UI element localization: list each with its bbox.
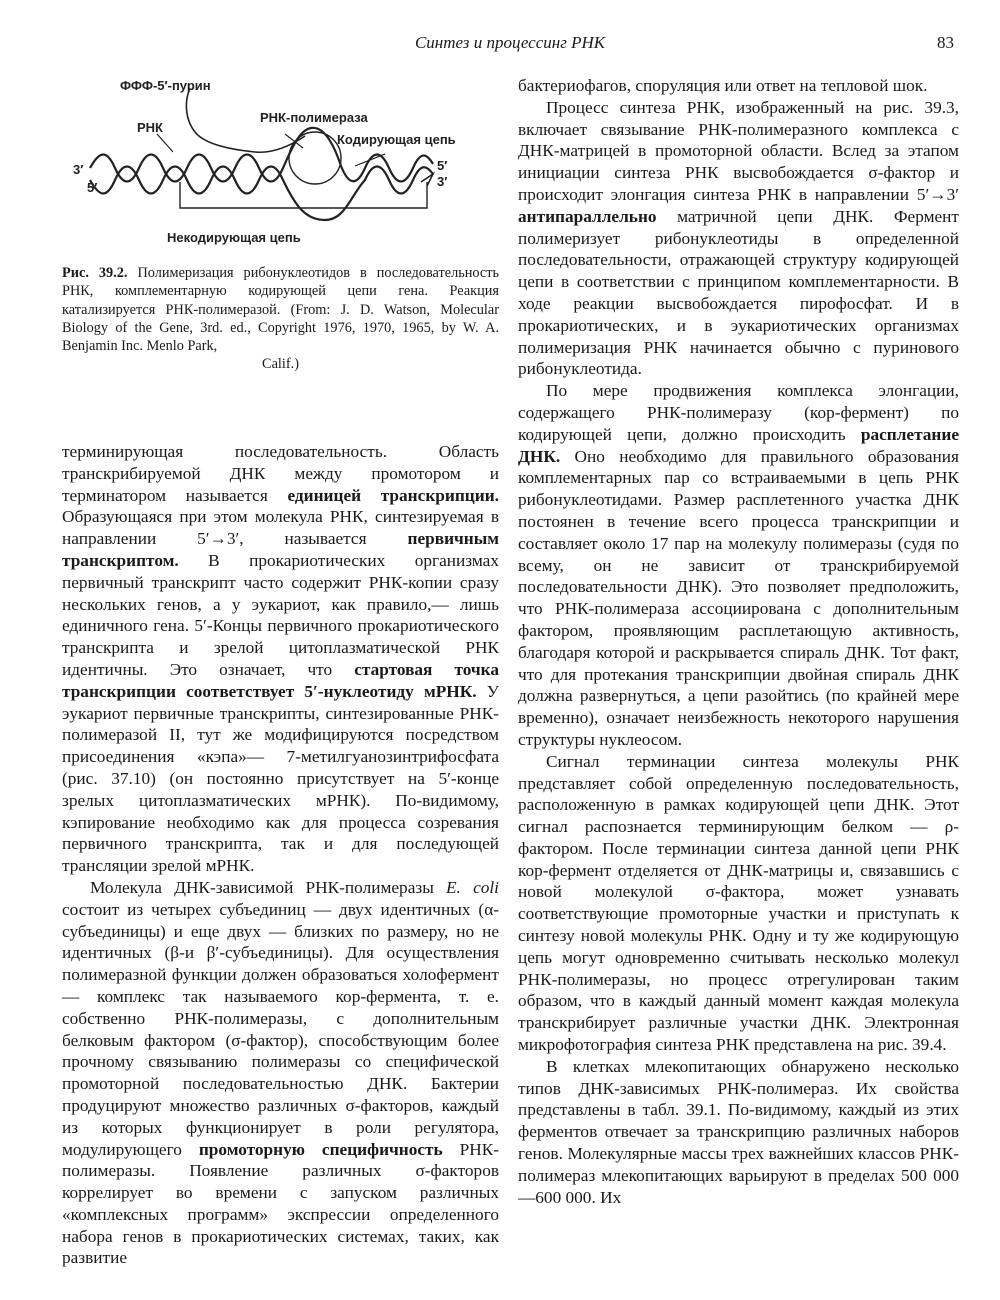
text: Молекула ДНК-зависимой РНК-полимеразы	[90, 877, 446, 897]
right-paragraph-3: Сигнал терминации синтеза молекулы РНК представляет собой определенную последовательность, расположенную в рамках кодирующей цепи ДНК. Этот сигнал распознается терминирующим белком — ρ-фактором. После терминации синтеза данной цепи РНК кор-фермент отделяется от ДНК-матрицы и, связавшись с новой молекулой σ-фактора, может узнавать соответствующие промоторные участки и приступать к синтезу новой молекулы РНК. Одну и ту же кодирующую цепь могут одновременно считывать несколько молекул РНК-полимеразы, но процесс отрегулирован таким образом, что в каждый данный момент каждая молекула транскрибирует различные участки ДНК. Электронная микрофотография синтеза РНК представлена на рис. 39.4.	[518, 751, 959, 1055]
figure-caption	[62, 264, 499, 374]
text: Оно необходимо для правильного образования комплементарных пар со встраиваемыми в цепь РНК рибонуклеотидами. Размер расплетенного участка ДНК постоянен в течение всего процесса транскрипции и составляет около 17 пар на молекулу полимеразы (судя по всему, он не зависит от транскрибируемой последовательности ДНК). Это позволяет предположить, что РНК-полимераза ассоциирована с дополнительным фактором, проявляющим расплетающую активность, благодаря которой и раскрывается спираль ДНК. Тот факт, что для протекания транскрипции двойная спираль ДНК должна развернуться, а цепи разойтись (по крайней мере временно), означает неизбежность некоторого нарушения структуры нуклеосом.	[518, 446, 959, 749]
page-number: 83	[937, 33, 954, 52]
label-3prime-right: 3′	[437, 174, 448, 189]
left-paragraph-1	[62, 441, 499, 877]
text: Процесс синтеза РНК, изображенный на рис. 39.3, включает связывание РНК-полимеразного комплекса с ДНК-матрицей в промоторной области. Вслед за этапом инициации синтеза РНК высвобождается σ-фактор и происходит элонгация синтеза РНК в направлении 5′→3′	[518, 97, 959, 204]
text: РНК-полимеразы. Появление различных σ-факторов коррелирует во времени с запуском различных «комплексных программ» экспрессии определенного набора генов в прокариотических системах, таких, как развитие	[62, 1139, 499, 1268]
label-ppp-purine: ФФФ-5′-пурин	[120, 78, 211, 93]
noncoding-strand	[90, 167, 433, 221]
caption-end: Calif.)	[262, 356, 299, 373]
text: По мере продвижения комплекса элонгации, содержащего РНК-полимеразу (кор-фермент) по кодирующей цепи, должно происходить	[518, 381, 959, 444]
species-name: E. coli	[446, 877, 499, 897]
term-start-point: стартовая точка транскрипции соответствует 5′-нуклеотиду мРНК.	[62, 659, 499, 701]
caption-text: Полимеризация рибонуклеотидов в последовательность РНК, комплементарную кодирующей цепи гена. Реакция катализируется РНК-полимеразой. (From: J. D. Watson, Molecular Biology of the Gene, 3rd. ed., Copyright 1976, 1970, 1965, by W. A. Benjamin Inc. Menlo Park,	[62, 265, 500, 355]
left-column	[62, 441, 499, 1269]
right-paragraph-1	[518, 97, 959, 380]
text: Образующаяся при этом молекула РНК, синтезируемая в направлении 5′→3′, называется	[62, 507, 499, 549]
label-noncoding-strand: Некодирующая цепь	[167, 230, 301, 245]
label-3prime-left: 3′	[73, 162, 84, 177]
text: В прокариотических организмах первичный транскрипт часто содержит РНК-копии сразу нескольких генов, а у эукариот, как правило,— лишь единичного гена. 5′-Концы первичного прокариотического транскрипта и зрелой цитоплазматической РНК идентичны. Это означает, что	[62, 550, 499, 679]
label-5prime-left: 5′	[87, 180, 98, 195]
label-coding-strand: Кодирующая цепь	[337, 132, 456, 147]
page-header	[60, 33, 960, 57]
text: матричной цепи ДНК. Фермент полимеризует рибонуклеотиды в определенной последовательности, отражающей структуру кодирующей цепи в соответствии с принципом комплементарности. В ходе реакции высвобождается пирофосфат. И в прокариотических, и в эукариотических организмах полимеризация РНК начинается обычно с пуринового рибонуклеотида.	[518, 206, 959, 379]
right-paragraph-4: В клетках млекопитающих обнаружено несколько типов ДНК-зависимых РНК-полимераз. Их свойства представлены в табл. 39.1. По-видимому, каждый из этих ферментов отвечает за транскрипцию различных наборов генов. Молекулярные массы трех важнейших классов РНК-полимераз млекопитающих варьируют в пределах 500 000—600 000. Их	[518, 1056, 959, 1207]
label-5prime-right: 5′	[437, 158, 448, 173]
caption-fig-label: Рис. 39.2.	[62, 265, 128, 281]
left-paragraph-2	[62, 877, 499, 1269]
term-antiparallel: антипараллельно	[518, 206, 657, 226]
term-promoter-specificity: промоторную специфичность	[198, 1139, 443, 1159]
text: У эукариот первичные транскрипты, синтезированные РНК-полимеразой II, тут же модифицируются посредством присоединения «кэпа»— 7-метилгуанозинтрифосфата (рис. 37.10) (он постоянно присутствует на 5′-конце зрелых цитоплазматических мРНК). По-видимому, кэпирование необходимо как для процесса созревания первичного транскрипта, так и для последующей трансляции зрелой мРНК.	[62, 681, 500, 876]
label-rna-polymerase: РНК-полимераза	[260, 110, 368, 125]
text: состоит из четырех субъединиц — двух идентичных (α-субъединицы) и еще двух — близких по размеру, но не идентичных (β-и β′-субъединицы). Для осуществления полимеразной функции должен образоваться холофермент — комплекс так называемого кор-фермента, т. е. собственно РНК-полимеразы, с дополнительным белковым фактором (σ-фактор), способствующим более прочному связыванию полимеразы со специфической промоторной последовательностью ДНК. Бактерии продуцируют множество различных σ-факторов, каждый из которых функционирует в роли регулятора, модулирующего	[62, 899, 499, 1159]
term-dna-unwinding: расплетание ДНК.	[518, 424, 959, 466]
term-primary-transcript: первичным транскриптом.	[62, 529, 499, 570]
right-column	[518, 75, 959, 1208]
right-paragraph-0: бактериофагов, споруляция или ответ на тепловой шок.	[518, 76, 928, 95]
label-rna: РНК	[137, 120, 163, 135]
running-head: Синтез и процессинг РНК	[414, 33, 606, 52]
term-transcription-unit: единицей транскрипции.	[287, 485, 499, 505]
polymerase-circle	[289, 132, 341, 184]
right-paragraph-2	[518, 380, 959, 751]
text: терминирующая последовательность. Область транскрибируемой ДНК между промотором и терминатором называется	[62, 442, 499, 505]
